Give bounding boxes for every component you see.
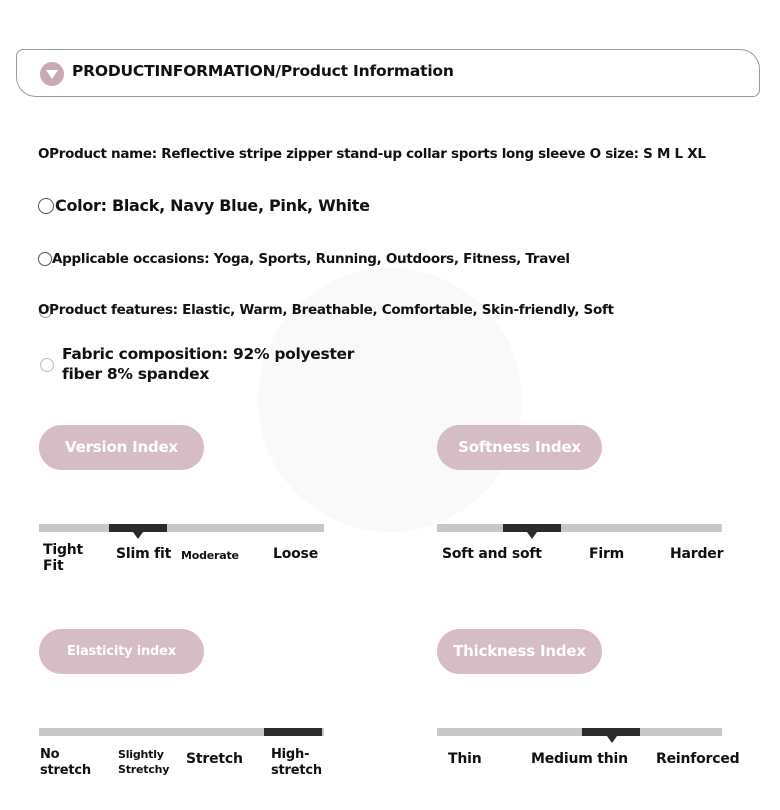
elasticity-label-stretch: Stretch <box>186 751 243 767</box>
features-line: OProduct features: Elastic, Warm, Breathable, Comfortable, Skin-friendly, Soft <box>38 302 614 318</box>
elasticity-label-high-stretch: High-stretch <box>271 747 322 778</box>
bullet-circle-icon <box>38 252 52 266</box>
version-label-slim-fit: Slim fit <box>116 546 172 562</box>
fabric-line-1: Fabric composition: 92% polyester <box>62 345 355 363</box>
thickness-index-pointer <box>607 736 617 743</box>
version-label-loose: Loose <box>273 546 318 562</box>
color-line: Color: Black, Navy Blue, Pink, White <box>55 196 370 215</box>
version-index-marker <box>109 524 167 532</box>
section-header <box>16 49 760 97</box>
version-index-pill: Version Index <box>39 425 204 470</box>
elasticity-label-no-stretch: No stretch <box>40 747 91 778</box>
softness-index-pill: Softness Index <box>437 425 602 470</box>
thickness-index-pill: Thickness Index <box>437 629 602 674</box>
occasions-line: Applicable occasions: Yoga, Sports, Running, Outdoors, Fitness, Travel <box>52 251 570 267</box>
version-index-pointer <box>133 532 143 539</box>
version-label-tight-fit: Tight Fit <box>43 542 84 574</box>
softness-index-marker <box>503 524 561 532</box>
softness-label-harder: Harder <box>670 546 724 562</box>
thickness-label-medium-thin: Medium thin <box>531 751 628 767</box>
product-name-line: OProduct name: Reflective stripe zipper stand-up collar sports long sleeve O size: S M L XL <box>38 146 706 162</box>
elasticity-index-pill: Elasticity index <box>39 629 204 674</box>
softness-index-pointer <box>527 532 537 539</box>
fabric-line-2: fiber 8% spandex <box>62 365 210 383</box>
section-title: PRODUCTINFORMATION/Product Information <box>72 62 454 80</box>
softness-label-firm: Firm <box>589 546 625 562</box>
thickness-index-marker <box>582 728 640 736</box>
version-index-scale <box>39 524 324 532</box>
elasticity-index-marker <box>264 728 322 736</box>
bullet-circle-icon <box>38 198 54 214</box>
version-label-moderate: Moderate <box>181 549 239 562</box>
elasticity-index-scale <box>39 728 324 736</box>
chevron-down-icon[interactable] <box>40 62 64 86</box>
softness-index-scale <box>437 524 722 532</box>
softness-label-soft: Soft and soft <box>442 546 542 562</box>
elasticity-label-slightly-stretchy: Slightly Stretchy <box>118 748 170 776</box>
thickness-label-thin: Thin <box>448 751 482 767</box>
bullet-circle-icon <box>40 358 54 372</box>
thickness-index-scale <box>437 728 722 736</box>
thickness-label-reinforced: Reinforced <box>656 751 740 767</box>
